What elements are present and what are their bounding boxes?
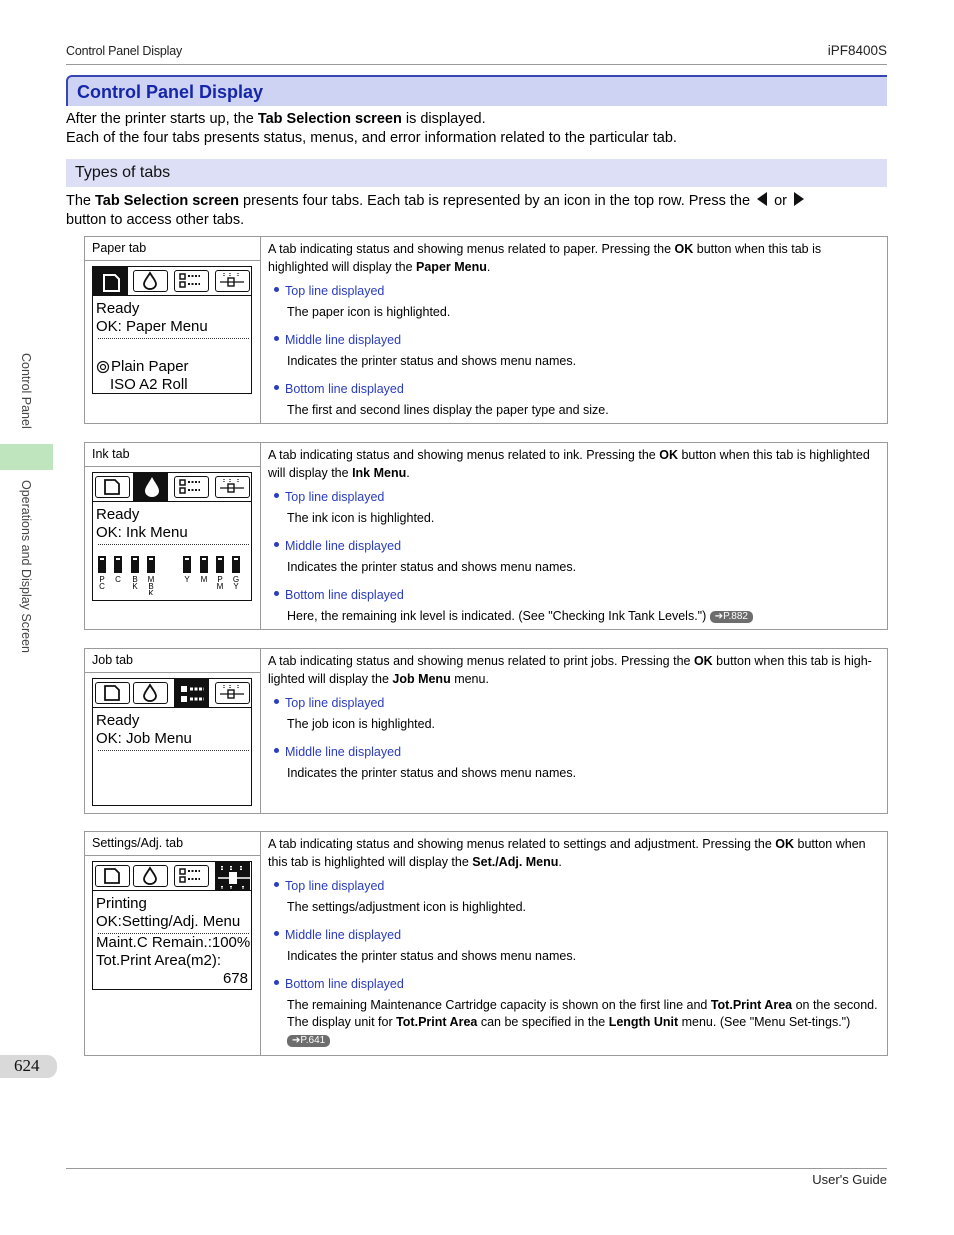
ink-label: B [148, 582, 154, 591]
bullet-bottom-line [274, 976, 881, 994]
job-tab-left-cell [85, 649, 261, 813]
settings-tab-left-cell [85, 832, 261, 1055]
header-rule [66, 64, 887, 65]
ink-label: M [147, 575, 155, 584]
bullet-text: The job icon is highlighted. [287, 716, 436, 731]
bullet-text: Indicates the printer status and shows menu names. [287, 559, 577, 574]
desc-text-2: button when this tab is highlighted will display the [268, 837, 866, 869]
bullet-label: Bottom line displayed [285, 977, 404, 991]
bullet-label: Bottom line displayed [285, 588, 404, 602]
desc-ok: OK [659, 448, 678, 462]
lcd-divider [98, 544, 249, 545]
ink-label: B [132, 575, 138, 584]
bullet-middle-line [274, 744, 881, 762]
bullet-top-line [274, 489, 881, 507]
bullet-label: Top line displayed [285, 696, 385, 710]
bullet-top-line [274, 878, 881, 896]
lcd-line-menu: OK:Setting/Adj. Menu [96, 913, 241, 930]
lcd-text [93, 296, 251, 394]
bullet-text: The paper icon is highlighted. [287, 304, 451, 319]
bullet-text-g: menu. (See "Menu Set-tings.") [678, 1015, 851, 1029]
lcd-divider [98, 338, 249, 339]
bullet-middle-line [274, 332, 881, 350]
ink-tank-c [114, 556, 122, 584]
types-text-3: button to access other tabs. [66, 212, 245, 228]
lcd-maint-remain: Maint.C Remain.:100% [96, 934, 251, 951]
ink-label: M [216, 582, 224, 591]
section-title: Control Panel Display [77, 82, 264, 102]
job-icon [174, 476, 209, 498]
bullet-label: Middle line displayed [285, 928, 402, 942]
ink-tank-y [183, 556, 191, 584]
bullet-dot-icon [274, 336, 279, 341]
ink-label: C [115, 575, 121, 584]
running-header-section: Control Panel Display [66, 44, 182, 58]
lcd-print-area-value: 678 [222, 970, 248, 987]
intro-text: After the printer starts up, the [66, 111, 258, 127]
ink-tank-m [200, 556, 208, 584]
page-reference-link[interactable]: ➔P.641 [287, 1035, 330, 1047]
bullet-dot-icon [274, 385, 279, 390]
ink-label: Y [233, 582, 239, 591]
job-icon [174, 865, 209, 887]
page-number-tab [0, 1055, 57, 1078]
bullet-text-a: The remaining Maintenance Cartridge capacity is shown on the first line and [287, 997, 711, 1012]
ink-level-gap [234, 558, 238, 560]
job-icon [174, 679, 209, 707]
desc-text-2: button when this tab is highlighted will display the [268, 448, 870, 480]
settings-tab-name: Settings/Adj. tab [85, 832, 260, 856]
bullet-dot-icon [274, 493, 279, 498]
bullet-text: Indicates the printer status and shows menu names. [287, 353, 577, 368]
paper-icon [93, 267, 128, 295]
bullet-dot-icon [274, 882, 279, 887]
paper-icon [95, 865, 130, 887]
ink-tank-pc [98, 556, 106, 591]
right-arrow-icon [794, 192, 804, 206]
bullet-label: Top line displayed [285, 879, 385, 893]
ink-tank-bk [131, 556, 139, 591]
types-text: The [66, 193, 96, 209]
bullet-dot-icon [274, 980, 279, 985]
settings-icon [215, 476, 250, 498]
ink-icon [133, 682, 168, 704]
job-icon [174, 270, 209, 292]
footer-title: User's Guide [812, 1172, 887, 1187]
section-title-bar [66, 75, 887, 106]
lcd-paper-type: Plain Paper [111, 358, 189, 375]
types-or: or [770, 193, 791, 209]
desc-end: . [486, 259, 491, 274]
paper-tab-left-cell [85, 237, 261, 423]
lcd-line-status: Printing [96, 895, 147, 912]
ink-icon [133, 270, 168, 292]
settings-tab-description [268, 836, 881, 1055]
ink-label: M [200, 575, 208, 584]
bullet-top-line [274, 283, 881, 301]
ink-level-gap [133, 558, 137, 560]
bullet-dot-icon [274, 931, 279, 936]
ink-label: G [232, 575, 240, 584]
ink-level-gap [100, 558, 104, 560]
bullet-text-c: on the second. The display unit for [287, 997, 878, 1029]
desc-ok: OK [674, 242, 694, 256]
desc-text: A tab indicating status and showing menus related to settings and adjustment. Pressing the [268, 837, 776, 851]
bullet-label: Middle line displayed [285, 333, 402, 347]
ink-level-gap [202, 558, 206, 560]
intro-bold: Tab Selection screen [257, 111, 402, 127]
ink-tab-description [268, 447, 881, 631]
intro-text-end: is displayed. [401, 111, 486, 127]
lcd-tab-icons [93, 267, 251, 296]
intro-paragraph [66, 110, 887, 148]
lcd-line-status: Ready [96, 506, 140, 523]
bullet-dot-icon [274, 542, 279, 547]
bullet-label: Bottom line displayed [285, 382, 404, 396]
ink-tab-name: Ink tab [85, 443, 260, 467]
desc-end: . [406, 465, 410, 480]
bullet-text-e: can be specified in the [477, 1015, 609, 1029]
lcd-text [93, 891, 251, 988]
ink-level-gap [149, 558, 153, 560]
ink-tab-left-cell [85, 443, 261, 629]
desc-menu: Set./Adj. Menu [472, 854, 559, 869]
lcd-text [93, 708, 251, 751]
bullet-middle-line [274, 538, 881, 556]
ink-lcd-panel [92, 472, 252, 601]
desc-text: A tab indicating status and showing menus related to print jobs. Pressing the [268, 654, 694, 668]
bullet-text: The settings/adjustment icon is highlighted. [287, 899, 527, 914]
left-arrow-icon [757, 192, 767, 206]
ink-label: P [217, 575, 223, 584]
paper-icon [95, 476, 130, 498]
ink-icon [133, 865, 168, 887]
desc-text-2: button when this tab is high-lighted will display the [268, 654, 872, 686]
bullet-label: Top line displayed [285, 284, 385, 298]
bullet-label: Top line displayed [285, 490, 385, 504]
ink-level-gap [218, 558, 222, 560]
bullet-text [287, 997, 881, 1050]
paper-tab-table [84, 236, 888, 424]
bullet-label: Middle line displayed [285, 745, 402, 759]
ink-level-gap [116, 558, 120, 560]
desc-end: menu. [450, 671, 489, 686]
lcd-tab-icons [93, 473, 251, 502]
bullet-bottom-line [274, 587, 881, 605]
job-tab-name: Job tab [85, 649, 260, 673]
bullet-text: Indicates the printer status and shows menu names. [287, 765, 577, 780]
desc-text-2: button when this tab is highlighted will display the [268, 242, 822, 274]
desc-text: A tab indicating status and showing menus related to paper. Pressing the [268, 242, 675, 256]
bullet-dot-icon [274, 748, 279, 753]
desc-menu: Ink Menu [352, 465, 407, 480]
ink-tank-pm [216, 556, 224, 591]
bullet-text-d: Tot.Print Area [396, 1015, 478, 1029]
subsection-title: Types of tabs [75, 164, 171, 181]
ink-label: K [132, 582, 138, 591]
paper-lcd-panel [92, 266, 252, 394]
bullet-text: The ink icon is highlighted. [287, 510, 435, 525]
ink-level-bars [93, 555, 251, 595]
bullet-dot-icon [274, 591, 279, 596]
lcd-paper-type-row [96, 358, 251, 376]
footer-rule [66, 1168, 887, 1169]
page-reference-link[interactable]: ➔P.882 [710, 611, 753, 623]
types-paragraph [66, 192, 887, 230]
bullet-top-line [274, 695, 881, 713]
lcd-text [93, 502, 251, 545]
settings-icon [215, 862, 250, 890]
side-tab-control-panel[interactable]: Control Panel [19, 353, 33, 429]
running-header-model: iPF8400S [827, 43, 887, 58]
ink-level-gap [185, 558, 189, 560]
lcd-paper-size: ISO A2 Roll [110, 376, 188, 393]
lcd-line-menu: OK: Job Menu [96, 730, 192, 747]
job-lcd-panel [92, 678, 252, 806]
paper-icon [95, 682, 130, 704]
lcd-line-status: Ready [96, 712, 140, 729]
bullet-text-f: Length Unit [608, 1015, 679, 1029]
desc-end: . [558, 854, 562, 869]
bullet-middle-line [274, 927, 881, 945]
lcd-line-menu: OK: Paper Menu [96, 318, 208, 335]
side-tab-highlight [0, 444, 53, 470]
bullet-text-b: Tot.Print Area [710, 997, 793, 1012]
lcd-line-menu: OK: Ink Menu [96, 524, 188, 541]
settings-icon [215, 270, 250, 292]
desc-ok: OK [693, 654, 713, 668]
roll-paper-icon [96, 360, 110, 374]
types-text-2: presents four tabs. Each tab is represented by an icon in the top row. Press the [239, 193, 755, 209]
ink-tank-gy [232, 556, 240, 591]
lcd-print-area-label: Tot.Print Area(m2): [96, 952, 222, 969]
lcd-divider [98, 750, 249, 751]
job-tab-table [84, 648, 888, 814]
subsection-bar [66, 159, 887, 187]
ink-label: K [148, 589, 154, 595]
desc-menu: Paper Menu [416, 259, 487, 274]
bullet-dot-icon [274, 287, 279, 292]
desc-menu: Job Menu [392, 671, 451, 686]
ink-label: C [99, 582, 105, 591]
paper-tab-name: Paper tab [85, 237, 260, 261]
lcd-line-status: Ready [96, 300, 140, 317]
desc-ok: OK [775, 837, 795, 851]
ink-tank-mbk [147, 556, 155, 595]
settings-tab-table [84, 831, 888, 1056]
desc-text: A tab indicating status and showing menus related to ink. Pressing the [268, 448, 660, 462]
ink-icon [133, 473, 168, 501]
settings-lcd-panel [92, 861, 252, 990]
ink-label: P [99, 575, 105, 584]
intro-line2: Each of the four tabs presents status, menus, and error information related to the particular tab. [66, 130, 677, 146]
job-tab-description [268, 653, 881, 788]
types-bold: Tab Selection screen [95, 193, 239, 209]
bullet-text-body: Here, the remaining ink level is indicated. (See "Checking Ink Tank Levels.") [287, 608, 710, 623]
bullet-text: Indicates the printer status and shows menu names. [287, 948, 577, 963]
page-number: 624 [14, 1056, 40, 1075]
settings-icon [215, 682, 250, 704]
ink-tab-table [84, 442, 888, 630]
lcd-tab-icons [93, 679, 251, 708]
lcd-tab-icons [93, 862, 251, 891]
bullet-dot-icon [274, 699, 279, 704]
bullet-label: Middle line displayed [285, 539, 402, 553]
ink-label: Y [184, 575, 190, 584]
bullet-text [287, 608, 881, 626]
bullet-text: The first and second lines display the paper type and size. [287, 402, 609, 417]
side-tab-operations[interactable]: Operations and Display Screen [19, 480, 33, 654]
paper-tab-description [268, 241, 881, 425]
bullet-bottom-line [274, 381, 881, 399]
